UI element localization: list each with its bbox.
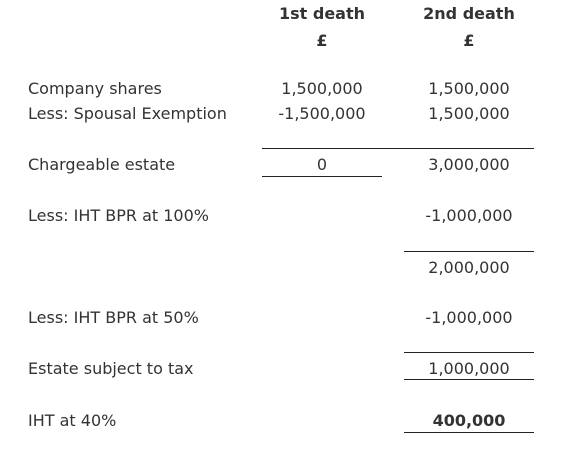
row-label-estate-subject-to-tax: Estate subject to tax xyxy=(28,359,194,378)
row-label-bpr-100: Less: IHT BPR at 100% xyxy=(28,206,209,225)
row-col2-subtotal: 2,000,000 xyxy=(428,258,510,277)
row-col2-chargeable-estate: 3,000,000 xyxy=(428,155,510,174)
row-col1-chargeable-estate: 0 xyxy=(316,155,328,174)
row-col1-spousal-exemption: -1,500,000 xyxy=(278,104,366,123)
row-label-company-shares: Company shares xyxy=(28,79,162,98)
divider-line xyxy=(404,352,534,353)
col1-header: 1st death xyxy=(278,4,365,23)
row-col2-bpr-50: -1,000,000 xyxy=(425,308,513,327)
row-col2-bpr-100: -1,000,000 xyxy=(425,206,513,225)
divider-line xyxy=(404,379,534,380)
col2-unit: £ xyxy=(463,31,475,50)
col1-unit: £ xyxy=(316,31,328,50)
row-col2-company-shares: 1,500,000 xyxy=(428,79,510,98)
row-label-bpr-50: Less: IHT BPR at 50% xyxy=(28,308,199,327)
row-col2-spousal-exemption: 1,500,000 xyxy=(428,104,510,123)
row-label-iht-40: IHT at 40% xyxy=(28,411,117,430)
row-label-spousal-exemption: Less: Spousal Exemption xyxy=(28,104,227,123)
col2-header: 2nd death xyxy=(423,4,515,23)
row-col2-iht-40: 400,000 xyxy=(432,411,506,430)
divider-line xyxy=(262,148,534,149)
underline-total xyxy=(404,432,534,433)
divider-line xyxy=(404,251,534,252)
row-col2-estate-subject-to-tax: 1,000,000 xyxy=(428,359,510,378)
row-col1-company-shares: 1,500,000 xyxy=(281,79,363,98)
row-label-chargeable-estate: Chargeable estate xyxy=(28,155,176,174)
underline-col1 xyxy=(262,176,382,177)
